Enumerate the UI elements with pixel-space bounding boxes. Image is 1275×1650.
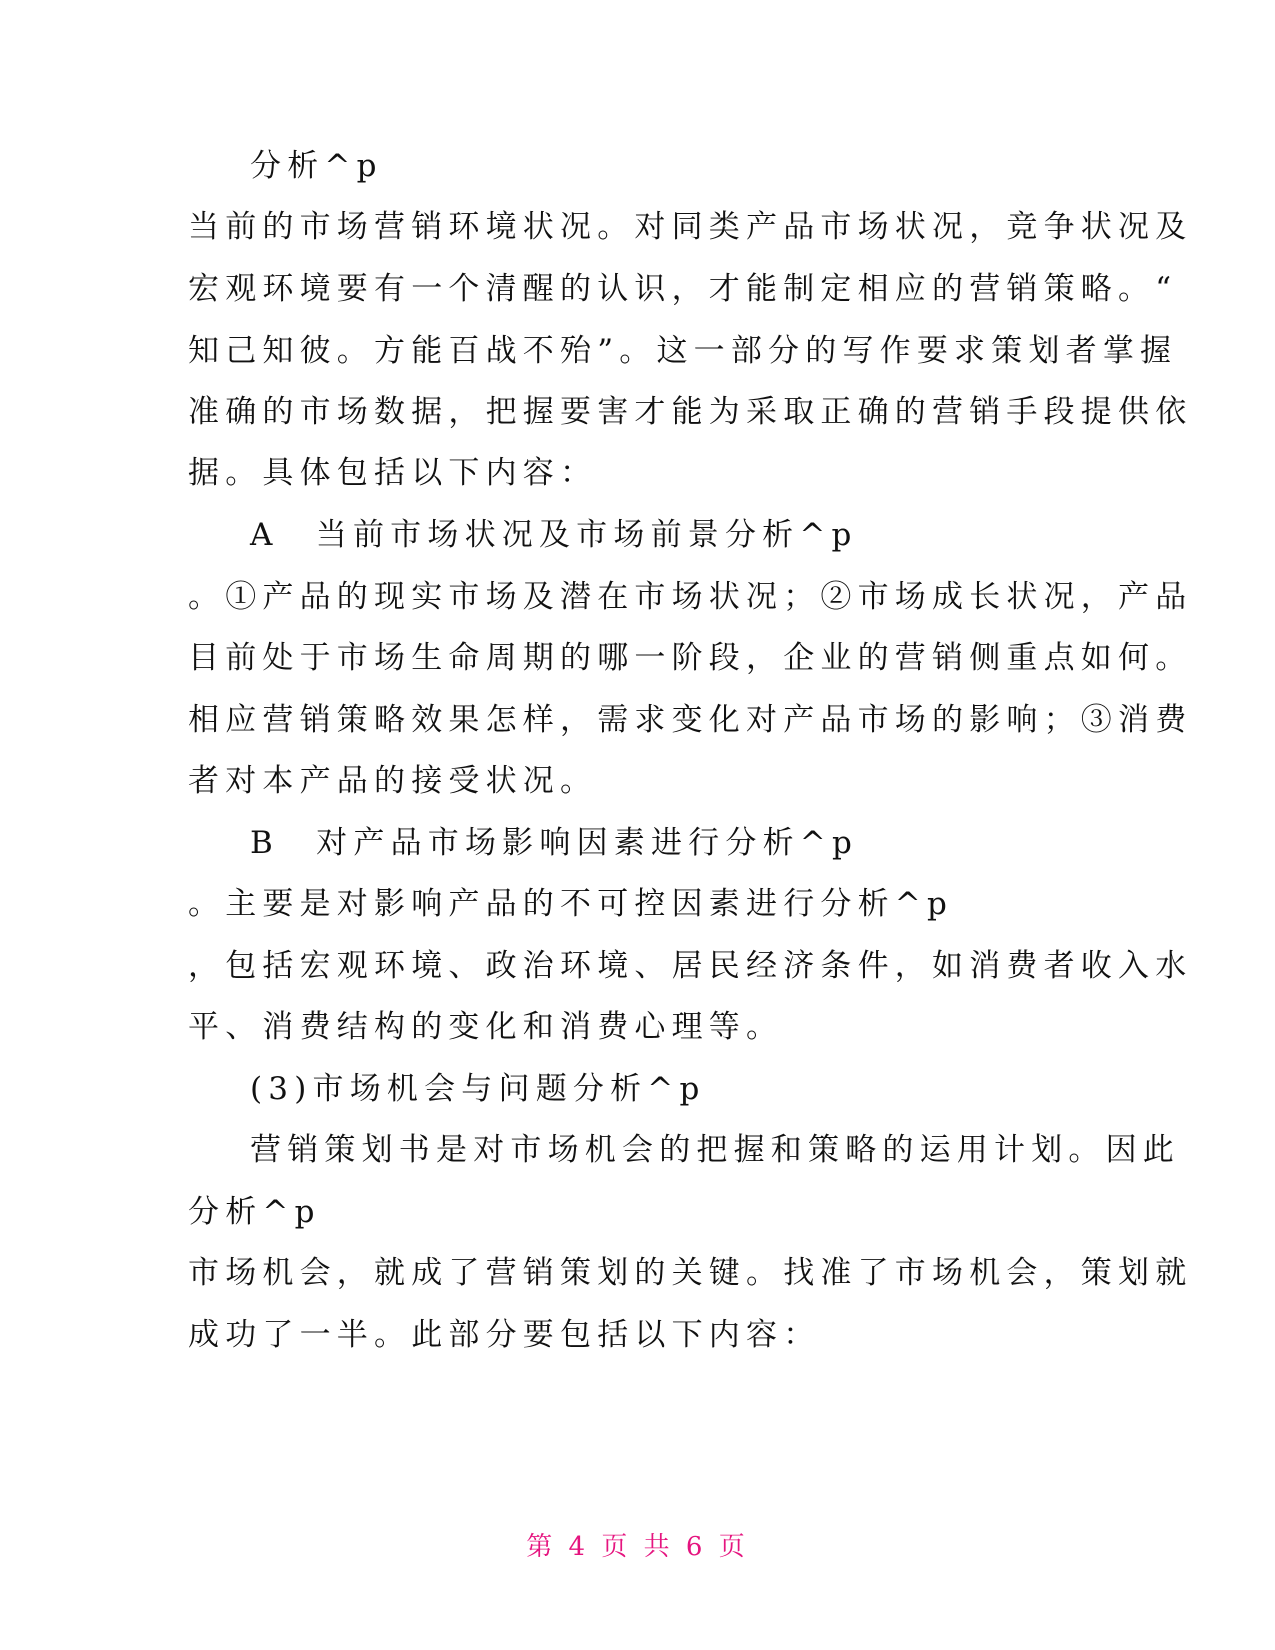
paragraph-line: ，包括宏观环境、政治环境、居民经济条件，如消费者收入水 — [188, 948, 1193, 984]
paragraph-line: 市场机会，就成了营销策划的关键。找准了市场机会，策划就 — [188, 1255, 1193, 1291]
paragraph-line: 。①产品的现实市场及潜在市场状况；②市场成长状况，产品 — [188, 579, 1193, 615]
section-heading-3: (3)市场机会与问题分析^p — [250, 1071, 706, 1107]
paragraph-line: 准确的市场数据，把握要害才能为采取正确的营销手段提供依 — [188, 394, 1193, 430]
paragraph-line: 目前处于市场生命周期的哪一阶段，企业的营销侧重点如何。 — [188, 640, 1193, 676]
paragraph-line: 。主要是对影响产品的不可控因素进行分析^p — [188, 886, 954, 922]
paragraph-line: 平、消费结构的变化和消费心理等。 — [188, 1009, 784, 1045]
paragraph-line: 成功了一半。此部分要包括以下内容： — [188, 1317, 821, 1353]
section-heading-a: A 当前市场状况及市场前景分析^p — [250, 517, 858, 553]
section-heading-b: B 对产品市场影响因素进行分析^p — [250, 825, 858, 861]
paragraph-line: 分析^p — [250, 148, 383, 184]
page-number-footer: 第 4 页 共 6 页 — [526, 1532, 749, 1562]
paragraph-line: 知己知彼。方能百战不殆”。这一部分的写作要求策划者掌握 — [188, 333, 1178, 369]
paragraph-line: 者对本产品的接受状况。 — [188, 763, 598, 799]
paragraph-line: 据。具体包括以下内容： — [188, 455, 598, 491]
paragraph-line: 营销策划书是对市场机会的把握和策略的运用计划。因此 — [250, 1132, 1180, 1168]
paragraph-line: 相应营销策略效果怎样，需求变化对产品市场的影响；③消费 — [188, 702, 1193, 738]
paragraph-line: 当前的市场营销环境状况。对同类产品市场状况，竞争状况及 — [188, 209, 1193, 245]
paragraph-line: 宏观环境要有一个清醒的认识，才能制定相应的营销策略。“ — [188, 271, 1178, 307]
paragraph-line: 分析^p — [188, 1194, 321, 1230]
